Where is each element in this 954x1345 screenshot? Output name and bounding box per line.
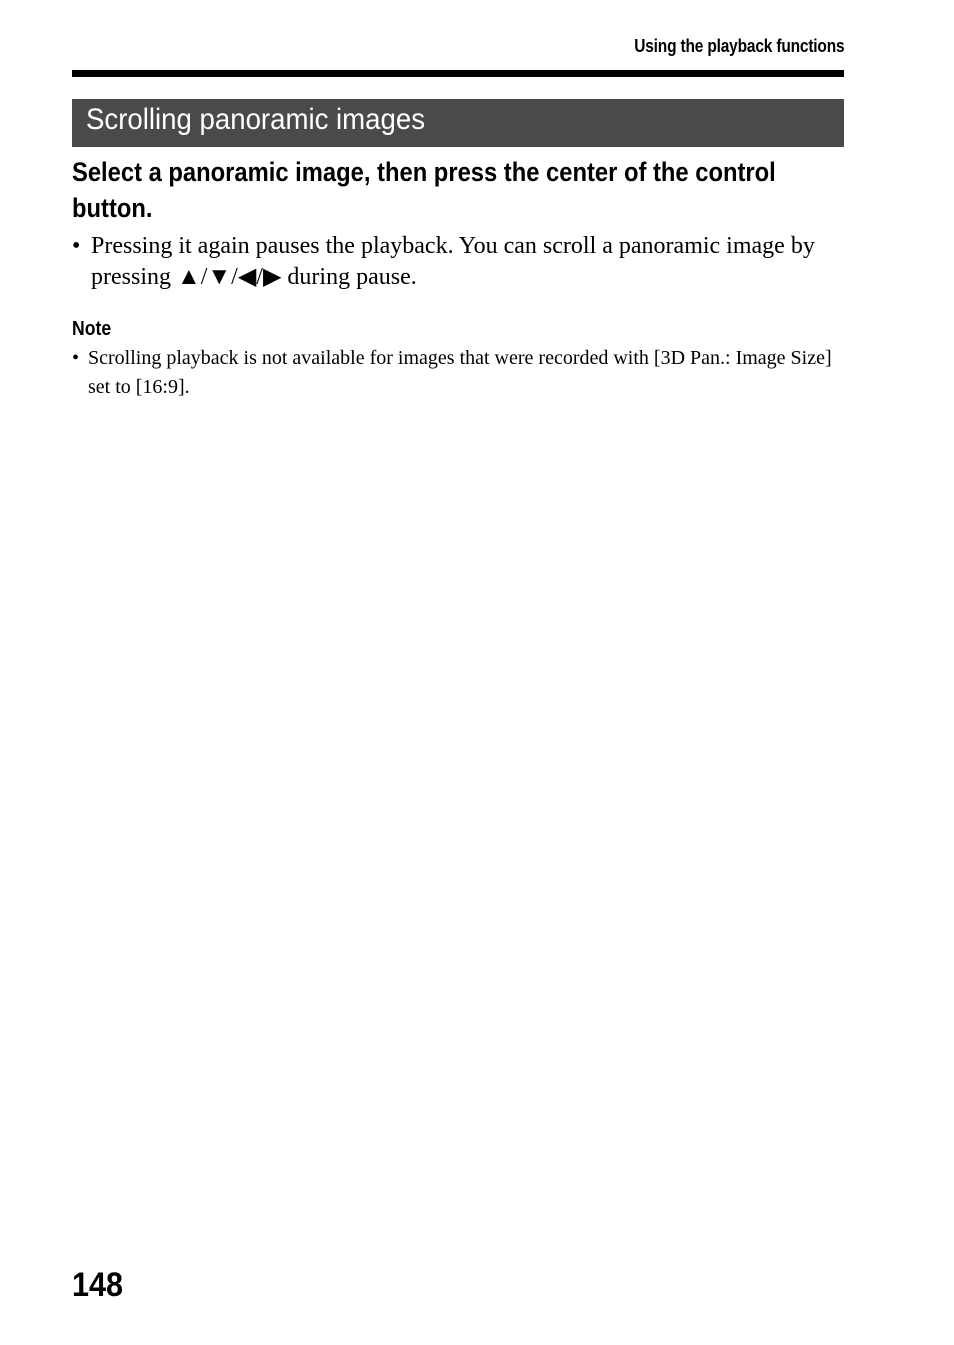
bullet-text: Pressing it again pauses the playback. You can scroll a panoramic image by pressing ▲/▼/◀/▶ during pause. [91, 233, 815, 290]
page-number: 148 [72, 1266, 124, 1304]
note-heading: Note [72, 318, 112, 340]
section-title-bar [72, 99, 844, 147]
bullet-item [72, 231, 842, 293]
note-item [72, 344, 842, 402]
bullet-marker: • [72, 233, 81, 259]
step-heading: Select a panoramic image, then press the center of the control button. [72, 157, 776, 223]
running-head: Using the playback functions [633, 36, 844, 56]
header-rule [72, 70, 844, 77]
section-title: Scrolling panoramic images [86, 103, 426, 136]
note-bullet-marker: • [72, 347, 80, 369]
note-text: Scrolling playback is not available for images that were recorded with [3D Pan.: Image Size] set to [16:9]. [88, 347, 832, 398]
